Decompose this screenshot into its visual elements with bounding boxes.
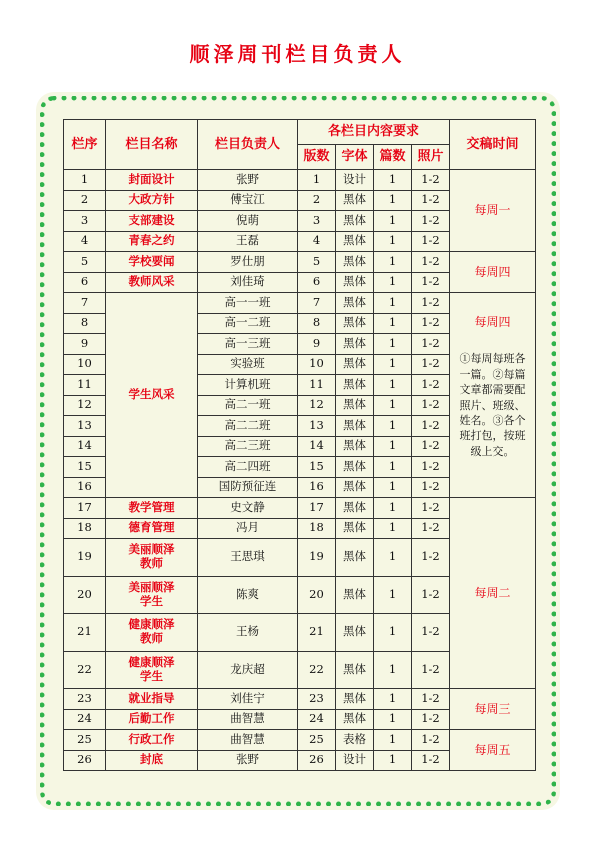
cell-count: 1 [374, 689, 412, 710]
cell-seq: 3 [64, 211, 106, 232]
cell-owner: 王思琪 [198, 539, 298, 577]
cell-submit-time: 每周四 [450, 252, 536, 293]
cell-name: 教师风采 [106, 272, 198, 293]
cell-owner: 实验班 [198, 354, 298, 375]
cell-owner: 冯月 [198, 518, 298, 539]
cell-photo: 1-2 [412, 709, 450, 730]
cell-page: 1 [298, 170, 336, 191]
cell-name-line: 健康顺泽 [128, 654, 175, 669]
cell-owner: 刘佳宁 [198, 689, 298, 710]
cell-font: 黑体 [336, 252, 374, 273]
cell-owner: 龙庆超 [198, 651, 298, 689]
cell-photo: 1-2 [412, 651, 450, 689]
cell-page: 2 [298, 190, 336, 211]
cell-name: 封面设计 [106, 170, 198, 191]
cell-font: 黑体 [336, 518, 374, 539]
cell-seq: 2 [64, 190, 106, 211]
cell-photo: 1-2 [412, 313, 450, 334]
cell-name [106, 576, 198, 614]
cell-owner: 陈爽 [198, 576, 298, 614]
cell-photo: 1-2 [412, 375, 450, 396]
cell-font: 黑体 [336, 211, 374, 232]
cell-owner: 张野 [198, 170, 298, 191]
cell-submit-time: 每周三 [450, 689, 536, 730]
cell-owner: 高一三班 [198, 334, 298, 355]
cell-count: 1 [374, 477, 412, 498]
table-row [64, 170, 536, 191]
cell-owner: 曲智慧 [198, 730, 298, 751]
cell-page: 23 [298, 689, 336, 710]
header-owner: 栏目负责人 [198, 120, 298, 170]
cell-count: 1 [374, 170, 412, 191]
cell-page: 4 [298, 231, 336, 252]
header-photo: 照片 [412, 145, 450, 170]
cell-seq: 16 [64, 477, 106, 498]
cell-name-line: 教师 [140, 556, 163, 571]
cell-name [106, 539, 198, 577]
table-row [64, 252, 536, 273]
cell-owner: 高一一班 [198, 293, 298, 314]
cell-photo: 1-2 [412, 416, 450, 437]
cell-font: 黑体 [336, 689, 374, 710]
cell-seq: 18 [64, 518, 106, 539]
cell-photo: 1-2 [412, 170, 450, 191]
cell-count: 1 [374, 709, 412, 730]
cell-count: 1 [374, 730, 412, 751]
cell-submit-time: 每周二 [450, 498, 536, 689]
cell-photo: 1-2 [412, 252, 450, 273]
cell-photo: 1-2 [412, 334, 450, 355]
header-name: 栏目名称 [106, 120, 198, 170]
cell-seq: 17 [64, 498, 106, 519]
cell-name: 封底 [106, 750, 198, 771]
cell-photo: 1-2 [412, 457, 450, 478]
cell-page: 20 [298, 576, 336, 614]
cell-count: 1 [374, 272, 412, 293]
cell-seq: 11 [64, 375, 106, 396]
header-page: 版数 [298, 145, 336, 170]
cell-page: 3 [298, 211, 336, 232]
cell-name: 学校要闻 [106, 252, 198, 273]
cell-page: 25 [298, 730, 336, 751]
table-row [64, 730, 536, 751]
cell-page: 7 [298, 293, 336, 314]
cell-name [106, 651, 198, 689]
cell-seq: 15 [64, 457, 106, 478]
cell-page: 15 [298, 457, 336, 478]
cell-count: 1 [374, 231, 412, 252]
cell-page: 5 [298, 252, 336, 273]
cell-seq: 26 [64, 750, 106, 771]
cell-seq: 25 [64, 730, 106, 751]
cell-name-line: 美丽顺泽 [128, 542, 175, 557]
cell-count: 1 [374, 457, 412, 478]
cell-font: 黑体 [336, 436, 374, 457]
cell-name: 支部建设 [106, 211, 198, 232]
cell-font: 黑体 [336, 539, 374, 577]
cell-owner: 高二二班 [198, 416, 298, 437]
cell-owner: 史文静 [198, 498, 298, 519]
cell-photo: 1-2 [412, 689, 450, 710]
cell-count: 1 [374, 395, 412, 416]
cell-photo: 1-2 [412, 477, 450, 498]
cell-photo: 1-2 [412, 576, 450, 614]
cell-owner: 刘佳琦 [198, 272, 298, 293]
column-owner-table [63, 119, 536, 771]
cell-font: 设计 [336, 750, 374, 771]
cell-font: 黑体 [336, 651, 374, 689]
cell-count: 1 [374, 498, 412, 519]
cell-count: 1 [374, 518, 412, 539]
cell-name-line: 学生 [140, 668, 163, 683]
header-seq: 栏序 [64, 120, 106, 170]
cell-owner: 高二三班 [198, 436, 298, 457]
cell-count: 1 [374, 211, 412, 232]
cell-name: 就业指导 [106, 689, 198, 710]
cell-name-line: 学生 [140, 593, 163, 608]
header-count: 篇数 [374, 145, 412, 170]
table-row [64, 293, 536, 314]
cell-page: 26 [298, 750, 336, 771]
cell-photo: 1-2 [412, 518, 450, 539]
cell-seq: 1 [64, 170, 106, 191]
cell-photo: 1-2 [412, 190, 450, 211]
cell-count: 1 [374, 252, 412, 273]
cell-name: 德育管理 [106, 518, 198, 539]
cell-font: 黑体 [336, 395, 374, 416]
content-frame [36, 92, 560, 810]
cell-count: 1 [374, 375, 412, 396]
cell-count: 1 [374, 190, 412, 211]
cell-page: 17 [298, 498, 336, 519]
cell-seq: 21 [64, 614, 106, 652]
cell-photo: 1-2 [412, 272, 450, 293]
cell-font: 设计 [336, 170, 374, 191]
cell-photo: 1-2 [412, 498, 450, 519]
table-row [64, 689, 536, 710]
cell-photo: 1-2 [412, 395, 450, 416]
cell-owner: 王磊 [198, 231, 298, 252]
cell-seq: 19 [64, 539, 106, 577]
cell-font: 黑体 [336, 190, 374, 211]
cell-font: 黑体 [336, 375, 374, 396]
cell-owner: 罗仕朋 [198, 252, 298, 273]
cell-photo: 1-2 [412, 354, 450, 375]
cell-font: 黑体 [336, 231, 374, 252]
cell-page: 12 [298, 395, 336, 416]
header-font: 字体 [336, 145, 374, 170]
cell-name: 青春之约 [106, 231, 198, 252]
cell-count: 1 [374, 539, 412, 577]
cell-name: 后勤工作 [106, 709, 198, 730]
header-submit-time: 交稿时间 [450, 120, 536, 170]
cell-font: 黑体 [336, 272, 374, 293]
cell-page: 11 [298, 375, 336, 396]
cell-font: 黑体 [336, 709, 374, 730]
cell-font: 黑体 [336, 498, 374, 519]
cell-seq: 20 [64, 576, 106, 614]
cell-count: 1 [374, 334, 412, 355]
cell-owner: 傅宝江 [198, 190, 298, 211]
cell-photo: 1-2 [412, 231, 450, 252]
cell-name-line: 美丽顺泽 [128, 579, 175, 594]
cell-count: 1 [374, 750, 412, 771]
cell-font: 表格 [336, 730, 374, 751]
cell-count: 1 [374, 416, 412, 437]
cell-page: 21 [298, 614, 336, 652]
cell-owner: 国防预征连 [198, 477, 298, 498]
cell-owner: 王杨 [198, 614, 298, 652]
cell-name [106, 614, 198, 652]
cell-submit-time: 每周一 [450, 170, 536, 252]
cell-page: 6 [298, 272, 336, 293]
cell-seq: 14 [64, 436, 106, 457]
cell-name-line: 教师 [140, 631, 163, 646]
cell-photo: 1-2 [412, 539, 450, 577]
cell-photo: 1-2 [412, 614, 450, 652]
cell-count: 1 [374, 354, 412, 375]
cell-font: 黑体 [336, 416, 374, 437]
cell-name: 行政工作 [106, 730, 198, 751]
cell-owner: 张野 [198, 750, 298, 771]
cell-page: 10 [298, 354, 336, 375]
cell-page: 14 [298, 436, 336, 457]
cell-seq: 12 [64, 395, 106, 416]
cell-name: 大政方针 [106, 190, 198, 211]
cell-seq: 23 [64, 689, 106, 710]
cell-owner: 计算机班 [198, 375, 298, 396]
cell-page: 24 [298, 709, 336, 730]
cell-owner: 倪萌 [198, 211, 298, 232]
cell-font: 黑体 [336, 576, 374, 614]
cell-seq: 9 [64, 334, 106, 355]
cell-count: 1 [374, 313, 412, 334]
cell-seq: 13 [64, 416, 106, 437]
cell-photo: 1-2 [412, 730, 450, 751]
cell-page: 8 [298, 313, 336, 334]
cell-font: 黑体 [336, 313, 374, 334]
cell-photo: 1-2 [412, 436, 450, 457]
cell-owner: 曲智慧 [198, 709, 298, 730]
cell-page: 9 [298, 334, 336, 355]
cell-font: 黑体 [336, 354, 374, 375]
cell-name: 学生风采 [106, 293, 198, 498]
cell-submit-time: 每周五 [450, 730, 536, 771]
cell-count: 1 [374, 651, 412, 689]
cell-photo: 1-2 [412, 293, 450, 314]
cell-photo: 1-2 [412, 750, 450, 771]
cell-count: 1 [374, 614, 412, 652]
cell-seq: 4 [64, 231, 106, 252]
cell-seq: 24 [64, 709, 106, 730]
page-title: 顺泽周刊栏目负责人 [189, 42, 406, 66]
note-text: ①每周每班各一篇。②每篇文章都需要配照片、班级、姓名。③各个班打包，按班级上交。 [459, 352, 526, 458]
note-submit-time: 每周四 [474, 315, 511, 329]
cell-page: 18 [298, 518, 336, 539]
cell-font: 黑体 [336, 477, 374, 498]
cell-font: 黑体 [336, 293, 374, 314]
cell-page: 16 [298, 477, 336, 498]
cell-count: 1 [374, 293, 412, 314]
cell-submit-note [450, 293, 536, 498]
cell-name-line: 健康顺泽 [128, 617, 175, 632]
cell-seq: 10 [64, 354, 106, 375]
cell-seq: 5 [64, 252, 106, 273]
cell-font: 黑体 [336, 614, 374, 652]
cell-page: 22 [298, 651, 336, 689]
cell-owner: 高一二班 [198, 313, 298, 334]
cell-owner: 高二四班 [198, 457, 298, 478]
cell-page: 19 [298, 539, 336, 577]
header-requirements: 各栏目内容要求 [298, 120, 450, 145]
cell-owner: 高二一班 [198, 395, 298, 416]
cell-count: 1 [374, 576, 412, 614]
cell-seq: 7 [64, 293, 106, 314]
cell-page: 13 [298, 416, 336, 437]
cell-photo: 1-2 [412, 211, 450, 232]
table-row [64, 498, 536, 519]
cell-font: 黑体 [336, 457, 374, 478]
cell-seq: 8 [64, 313, 106, 334]
cell-name: 教学管理 [106, 498, 198, 519]
cell-seq: 22 [64, 651, 106, 689]
cell-count: 1 [374, 436, 412, 457]
cell-font: 黑体 [336, 334, 374, 355]
cell-seq: 6 [64, 272, 106, 293]
